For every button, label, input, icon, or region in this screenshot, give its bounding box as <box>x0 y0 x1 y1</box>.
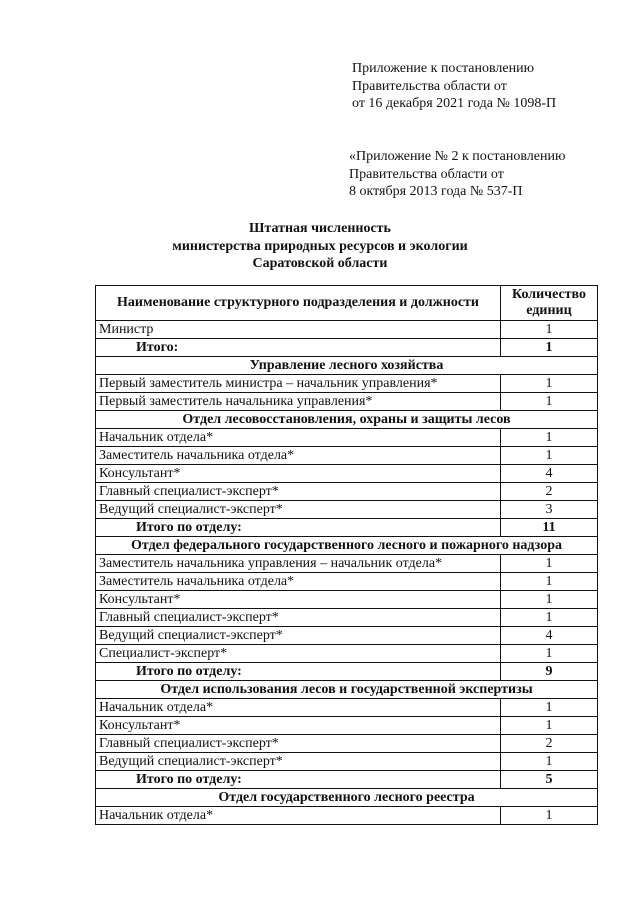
position-name: Главный специалист-эксперт* <box>96 609 501 627</box>
table-row <box>96 483 598 501</box>
section-row <box>96 681 598 699</box>
table-row <box>96 375 598 393</box>
total-count: 5 <box>501 771 598 789</box>
position-count: 4 <box>501 627 598 645</box>
table-row <box>96 753 598 771</box>
appendix-line: 8 октября 2013 года № 537-П <box>349 184 523 199</box>
table-row <box>96 627 598 645</box>
table-row <box>96 591 598 609</box>
position-name: Заместитель начальника отдела* <box>96 573 501 591</box>
position-name: Начальник отдела* <box>96 699 501 717</box>
position-count: 1 <box>501 645 598 663</box>
position-count: 1 <box>501 447 598 465</box>
total-count: 11 <box>501 519 598 537</box>
section-row <box>96 411 598 429</box>
section-row <box>96 357 598 375</box>
total-row <box>96 519 598 537</box>
total-label: Итого по отделу: <box>96 519 501 537</box>
position-count: 2 <box>501 483 598 501</box>
position-name: Первый заместитель министра – начальник управления* <box>96 375 501 393</box>
total-count: 1 <box>501 339 598 357</box>
table-body <box>96 321 598 825</box>
position-count: 1 <box>501 699 598 717</box>
position-count: 1 <box>501 609 598 627</box>
position-count: 1 <box>501 717 598 735</box>
column-header-name: Наименование структурного подразделения и должности <box>96 286 501 321</box>
appendix-line: от 16 декабря 2021 года № 1098-П <box>352 96 557 111</box>
table-row <box>96 573 598 591</box>
position-name: Ведущий специалист-эксперт* <box>96 627 501 645</box>
position-count: 1 <box>501 807 598 825</box>
position-count: 2 <box>501 735 598 753</box>
appendix-line: Приложение к постановлению <box>352 61 535 76</box>
section-title: Отдел федерального государственного лесного и пожарного надзора <box>96 537 598 555</box>
position-count: 1 <box>501 573 598 591</box>
position-count: 3 <box>501 501 598 519</box>
position-name: Заместитель начальника отдела* <box>96 447 501 465</box>
position-count: 1 <box>501 555 598 573</box>
position-count: 1 <box>501 393 598 411</box>
table-row <box>96 393 598 411</box>
section-title: Управление лесного хозяйства <box>96 357 598 375</box>
section-row <box>96 789 598 807</box>
table-row <box>96 717 598 735</box>
column-header-count: Количество единиц <box>501 286 598 321</box>
table-row <box>96 321 598 339</box>
position-name: Специалист-эксперт* <box>96 645 501 663</box>
table-row <box>96 645 598 663</box>
table-row <box>96 807 598 825</box>
total-label: Итого по отделу: <box>96 771 501 789</box>
position-name: Консультант* <box>96 465 501 483</box>
title-line: министерства природных ресурсов и экологии <box>172 238 468 254</box>
total-row <box>96 663 598 681</box>
table-row <box>96 429 598 447</box>
appendix-line: Правительства области от <box>349 166 504 182</box>
table-row <box>96 735 598 753</box>
title-line: Штатная численность <box>249 221 391 236</box>
total-row <box>96 339 598 357</box>
position-name: Главный специалист-эксперт* <box>96 483 501 501</box>
position-name: Начальник отдела* <box>96 807 501 825</box>
original-appendix-reference <box>349 148 565 201</box>
document-title <box>0 220 640 273</box>
position-name: Начальник отдела* <box>96 429 501 447</box>
position-count: 1 <box>501 753 598 771</box>
total-label: Итого по отделу: <box>96 663 501 681</box>
appendix-line: Правительства области от <box>352 78 507 94</box>
staff-table <box>95 285 598 825</box>
position-name: Ведущий специалист-эксперт* <box>96 753 501 771</box>
position-count: 1 <box>501 375 598 393</box>
position-name: Консультант* <box>96 591 501 609</box>
table-row <box>96 447 598 465</box>
section-title: Отдел использования лесов и государственной экспертизы <box>96 681 598 699</box>
position-name: Министр <box>96 321 501 339</box>
table-row <box>96 609 598 627</box>
position-name: Консультант* <box>96 717 501 735</box>
position-name: Заместитель начальника управления – начальник отдела* <box>96 555 501 573</box>
total-row <box>96 771 598 789</box>
position-name: Первый заместитель начальника управления* <box>96 393 501 411</box>
appendix-reference <box>352 60 556 113</box>
position-name: Главный специалист-эксперт* <box>96 735 501 753</box>
position-count: 4 <box>501 465 598 483</box>
table-header-row <box>96 286 598 321</box>
position-count: 1 <box>501 321 598 339</box>
title-line: Саратовской области <box>252 256 388 271</box>
table-row <box>96 501 598 519</box>
section-title: Отдел лесовосстановления, охраны и защиты лесов <box>96 411 598 429</box>
total-label: Итого: <box>96 339 501 357</box>
table-row <box>96 465 598 483</box>
table-row <box>96 699 598 717</box>
position-name: Ведущий специалист-эксперт* <box>96 501 501 519</box>
total-count: 9 <box>501 663 598 681</box>
position-count: 1 <box>501 591 598 609</box>
section-title: Отдел государственного лесного реестра <box>96 789 598 807</box>
section-row <box>96 537 598 555</box>
position-count: 1 <box>501 429 598 447</box>
appendix-line: «Приложение № 2 к постановлению <box>349 149 566 164</box>
table-row <box>96 555 598 573</box>
